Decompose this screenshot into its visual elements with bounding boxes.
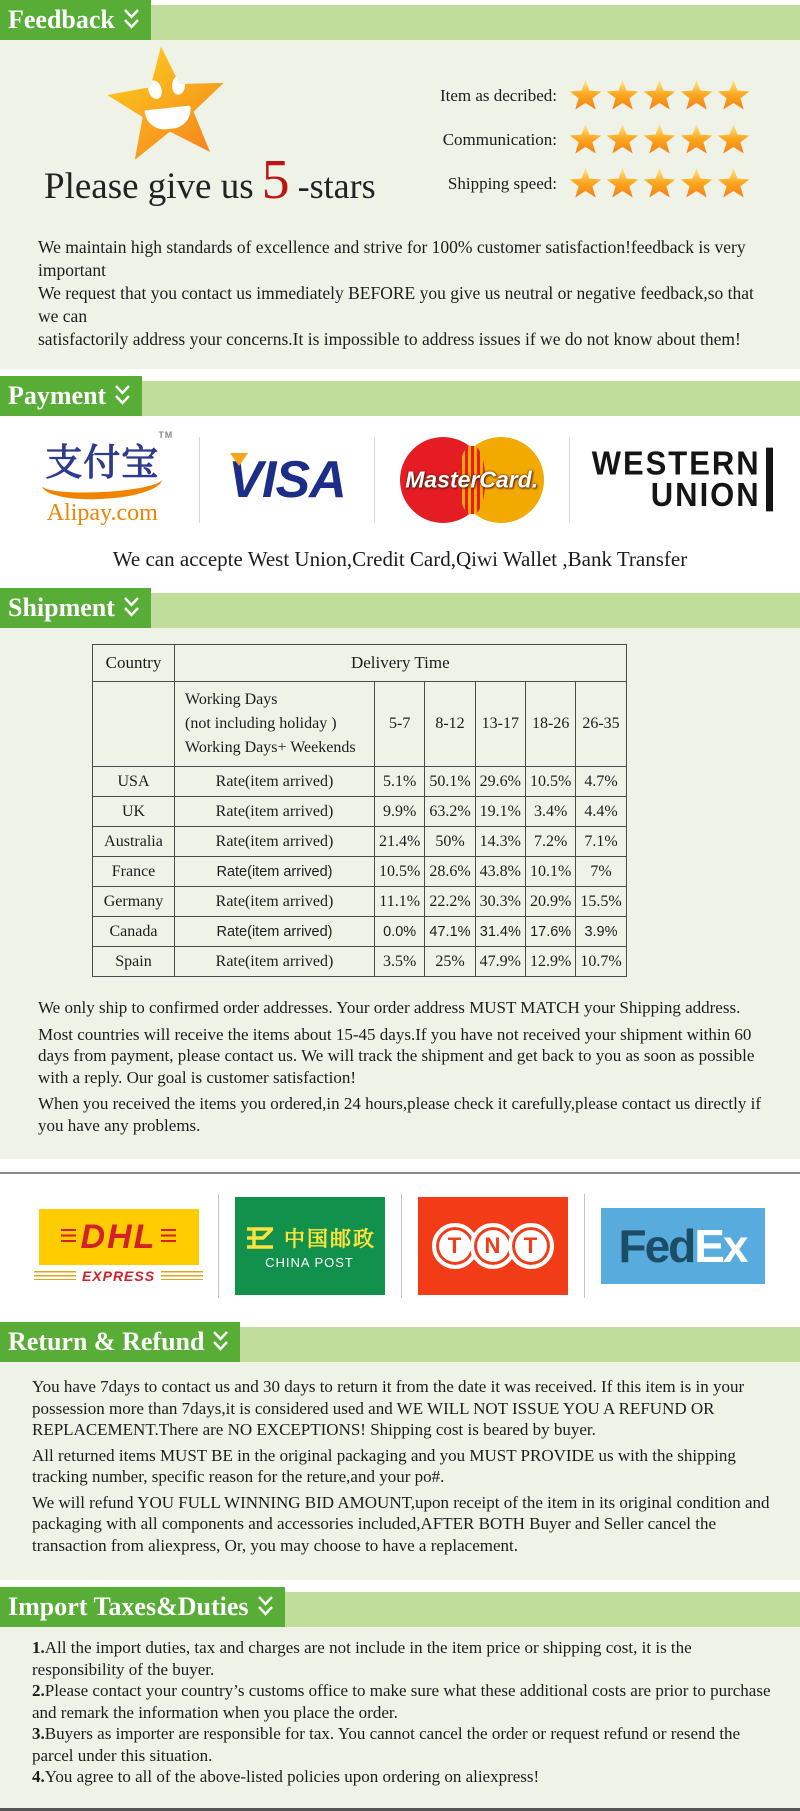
country-cell: USA <box>93 767 175 797</box>
star-icon <box>643 80 676 111</box>
feedback-header-label <box>0 0 151 40</box>
table-header-row <box>93 645 627 682</box>
rate-value: 50.1% <box>425 767 475 797</box>
rate-value: 31.4% <box>475 917 525 947</box>
fedex-fed-text: Fed <box>618 1220 695 1272</box>
star-eye-left <box>146 79 164 101</box>
rate-value: 63.2% <box>425 797 475 827</box>
rating-label: Communication: <box>442 129 557 149</box>
table-row-uk <box>93 797 627 827</box>
rate-label-cell: Rate(item arrived) <box>175 917 375 947</box>
tax-list-item: 2.Please contact your country’s customs office to make sure what these additional costs are prior to purchase and remark the information when you place the order. <box>32 1681 771 1722</box>
rate-label-cell: Rate(item arrived) <box>175 797 375 827</box>
star-icon <box>643 168 676 199</box>
return-policy-text <box>0 1362 800 1580</box>
return-refund-header-text: Return & Refund <box>8 1327 205 1356</box>
table-row-france <box>93 857 627 887</box>
feedback-paragraph <box>0 222 800 369</box>
rate-value: 43.8% <box>475 857 525 887</box>
delivery-time-header: Delivery Time <box>175 645 627 682</box>
double-chevron-down-icon <box>122 8 141 32</box>
western-union-logo <box>591 444 773 515</box>
shipment-section <box>0 628 800 1159</box>
country-cell: Canada <box>93 917 175 947</box>
range-header: 18-26 <box>525 682 575 767</box>
vertical-divider <box>199 437 200 523</box>
rate-value: 12.9% <box>525 947 575 977</box>
visa-logo: VISA <box>228 450 346 509</box>
dhl-gold-lines-icon <box>34 1271 76 1280</box>
mastercard-wordmark: MasterCard. <box>405 466 539 492</box>
vertical-divider <box>218 1194 219 1298</box>
tax-list-item: 3.Buyers as importer are responsible for tax. You cannot cancel the order or request refund or resend the parcel under this situation. <box>32 1724 741 1765</box>
rate-value: 3.5% <box>375 947 425 977</box>
rate-value: 10.5% <box>525 767 575 797</box>
trademark-mark: TM <box>158 430 174 440</box>
western-union-line1: WESTERN <box>591 444 761 483</box>
rate-label-cell: Rate(item arrived) <box>175 857 375 887</box>
slogan-prefix: Please give us <box>44 166 254 207</box>
star-icon <box>680 124 713 155</box>
rating-rows <box>385 80 750 199</box>
rate-value: 14.3% <box>475 827 525 857</box>
rate-label-cell: Rate(item arrived) <box>175 767 375 797</box>
shipment-header-band <box>151 593 800 628</box>
country-column-header: Country <box>93 645 175 682</box>
rate-value: 9.9% <box>375 797 425 827</box>
return-policy-paragraph: We will refund YOU FULL WINNING BID AMOUNT,upon receipt of the item in its original condition and packaging with all components and accessories included,AFTER BOTH Buyer and Seller cancel the transaction from aliexpress, Or, you may choose to have a replacement. <box>32 1492 770 1555</box>
star-smile <box>145 106 193 132</box>
alipay-logo <box>27 432 177 527</box>
shipping-carriers-row <box>0 1172 800 1322</box>
star-icon <box>717 124 750 155</box>
rate-value: 22.2% <box>425 887 475 917</box>
star-icon <box>569 124 602 155</box>
rate-value: 10.7% <box>576 947 626 977</box>
empty-cell <box>93 682 175 767</box>
china-post-english-text: CHINA POST <box>265 1254 354 1270</box>
star-eye-right <box>171 75 185 95</box>
tax-list-item: 4.You agree to all of the above-listed policies upon ordering on aliexpress! <box>32 1767 540 1786</box>
dhl-express-text: EXPRESS <box>81 1267 156 1284</box>
star-icon <box>606 168 639 199</box>
china-post-emblem-icon <box>243 1223 277 1253</box>
country-cell: Spain <box>93 947 175 977</box>
payment-logos-row <box>0 416 800 537</box>
china-post-logo <box>235 1197 385 1295</box>
tnt-circle-letter: T <box>432 1223 478 1269</box>
vertical-divider <box>584 1194 585 1298</box>
rate-value: 7.2% <box>525 827 575 857</box>
table-row-canada <box>93 917 627 947</box>
feedback-header-band <box>151 5 800 40</box>
shipping-note: Most countries will receive the items about 15-45 days.If you have not received your shipment within 60 days from payment, please contact us. We will track the shipment and get back to you as soon as possible with a reply. Our goal is customer satisfaction! <box>38 1024 755 1087</box>
five-star-rating <box>569 168 750 199</box>
star-icon <box>643 124 676 155</box>
five-star-rating <box>569 80 750 111</box>
slogan-number: 5 <box>261 149 290 211</box>
vertical-divider <box>374 437 375 523</box>
shipment-section-header <box>0 588 800 628</box>
range-header: 5-7 <box>375 682 425 767</box>
tnt-logo <box>418 1197 568 1295</box>
double-chevron-down-icon <box>211 1330 230 1354</box>
return-policy-paragraph: You have 7days to contact us and 30 days to return it from the date it was received. If this item is in your possession more than 7days,it is considered used and WE WILL NOT ISSUE YOU A REFUND OR REPLACEMENT.There are NO EXCEPTIONS! Shipping cost is beared by buyer. <box>32 1377 745 1439</box>
tax-list-item: 1.All the import duties, tax and charges are not include in the item price or shipping cost, it is the responsibility of the buyer. <box>32 1638 692 1679</box>
rating-label: Item as decribed: <box>439 85 557 105</box>
rate-value: 0.0% <box>375 917 425 947</box>
payment-header-label <box>0 376 142 416</box>
rate-value: 28.6% <box>425 857 475 887</box>
rate-value: 50% <box>425 827 475 857</box>
double-chevron-down-icon <box>122 596 141 620</box>
rate-value: 7.1% <box>576 827 626 857</box>
return-refund-header-band <box>240 1327 800 1362</box>
fedex-logo <box>601 1208 765 1284</box>
tnt-circle-letter: T <box>508 1223 554 1269</box>
vertical-divider <box>401 1194 402 1298</box>
feedback-line: We request that you contact us immediately BEFORE you give us neutral or negative feedback,so that we can <box>38 283 754 326</box>
import-taxes-section-header <box>0 1587 800 1627</box>
rating-row-communication <box>385 124 750 155</box>
dhl-gold-lines-icon <box>161 1271 203 1280</box>
rate-value: 47.9% <box>475 947 525 977</box>
rate-value: 17.6% <box>525 917 575 947</box>
china-post-chinese-text: 中国邮政 <box>284 1227 376 1251</box>
delivery-time-table <box>92 644 627 977</box>
rate-value: 30.3% <box>475 887 525 917</box>
country-cell: UK <box>93 797 175 827</box>
rate-value: 15.5% <box>576 887 626 917</box>
feedback-line: We maintain high standards of excellence and strive for 100% customer satisfaction!feedback is very important <box>38 237 746 280</box>
rate-value: 29.6% <box>475 767 525 797</box>
rate-value: 47.1% <box>425 917 475 947</box>
alipay-domain-text: Alipay.com <box>46 500 158 526</box>
range-header: 13-17 <box>475 682 525 767</box>
dhl-speed-lines-icon <box>61 1229 76 1244</box>
import-taxes-header-text: Import Taxes&Duties <box>8 1592 249 1621</box>
table-row-spain <box>93 947 627 977</box>
return-refund-section-header <box>0 1322 800 1362</box>
import-taxes-header-band <box>285 1592 800 1627</box>
item-number: 2. <box>32 1681 45 1700</box>
visa-flick-icon <box>230 453 248 466</box>
table-row-usa <box>93 767 627 797</box>
star-icon <box>717 80 750 111</box>
shipping-note: When you received the items you ordered,in 24 hours,please check it carefully,please contact us directly if you have any problems. <box>38 1094 762 1135</box>
item-number: 3. <box>32 1724 45 1743</box>
star-icon <box>569 80 602 111</box>
five-star-slogan <box>44 149 376 211</box>
section-divider <box>0 1580 800 1587</box>
range-header: 26-35 <box>576 682 626 767</box>
star-icon <box>569 168 602 199</box>
rating-row-item-as-described <box>385 80 750 111</box>
tnt-circle-letter: N <box>470 1223 516 1269</box>
vertical-divider <box>569 437 570 523</box>
rate-value: 3.9% <box>576 917 626 947</box>
return-refund-header-label <box>0 1322 240 1362</box>
rate-value: 5.1% <box>375 767 425 797</box>
rate-value: 10.1% <box>525 857 575 887</box>
rate-value: 3.4% <box>525 797 575 827</box>
rate-label-cell: Rate(item arrived) <box>175 887 375 917</box>
working-days-cell: Working Days (not including holiday ) Working Days+ Weekends <box>175 682 375 767</box>
payment-header-text: Payment <box>8 381 107 410</box>
star-icon <box>680 168 713 199</box>
section-divider <box>0 369 800 376</box>
dhl-wordmark: DHL <box>80 1217 157 1256</box>
shipment-header-text: Shipment <box>8 593 115 622</box>
rating-label: Shipping speed: <box>447 173 557 193</box>
shipment-header-label <box>0 588 151 628</box>
table-row-australia <box>93 827 627 857</box>
star-icon <box>606 124 639 155</box>
mastercard-logo <box>397 434 547 526</box>
feedback-section-header <box>0 0 800 40</box>
double-chevron-down-icon <box>256 1595 275 1619</box>
star-icon <box>680 80 713 111</box>
rate-value: 4.4% <box>576 797 626 827</box>
feedback-hero <box>0 40 800 222</box>
dhl-logo <box>36 1209 202 1284</box>
rate-value: 19.1% <box>475 797 525 827</box>
smiley-star-icon <box>106 46 228 162</box>
fedex-ex-text: Ex <box>694 1220 747 1272</box>
shipping-notes <box>0 993 800 1159</box>
alipay-chinese-text: 支付宝 TM <box>45 430 174 483</box>
five-star-rating <box>569 124 750 155</box>
dhl-speed-lines-icon <box>161 1229 176 1244</box>
country-cell: Germany <box>93 887 175 917</box>
rate-value: 4.7% <box>576 767 626 797</box>
feedback-line: satisfactorily address your concerns.It is impossible to address issues if we do not know about them! <box>38 329 741 349</box>
return-policy-paragraph: All returned items MUST BE in the original packaging and you MUST PROVIDE us with the shipping tracking number, specific reason for the reture,and your po#. <box>32 1445 736 1486</box>
rate-label-cell: Rate(item arrived) <box>175 827 375 857</box>
rating-row-shipping-speed <box>385 168 750 199</box>
item-number: 1. <box>32 1638 45 1657</box>
rate-value: 20.9% <box>525 887 575 917</box>
western-union-line2: UNION <box>650 476 761 515</box>
payment-header-band <box>142 381 800 416</box>
slogan-suffix: -stars <box>297 166 376 206</box>
star-icon <box>606 80 639 111</box>
feedback-header-text: Feedback <box>8 5 115 34</box>
import-taxes-list <box>0 1627 800 1808</box>
table-row-germany <box>93 887 627 917</box>
star-icon <box>717 168 750 199</box>
country-cell: Australia <box>93 827 175 857</box>
accepted-payments-note: We can accepte West Union,Credit Card,Qiwi Wallet ,Bank Transfer <box>0 537 800 588</box>
rate-value: 21.4% <box>375 827 425 857</box>
item-number: 4. <box>32 1767 45 1786</box>
import-taxes-header-label <box>0 1587 285 1627</box>
rate-value: 10.5% <box>375 857 425 887</box>
rate-label-cell: Rate(item arrived) <box>175 947 375 977</box>
shipping-note: We only ship to confirmed order addresses. Your order address MUST MATCH your Shipping address. <box>38 998 741 1017</box>
rate-value: 11.1% <box>375 887 425 917</box>
double-chevron-down-icon <box>113 384 132 408</box>
payment-section-header <box>0 376 800 416</box>
range-header: 8-12 <box>425 682 475 767</box>
rate-value: 7% <box>576 857 626 887</box>
working-days-row <box>93 682 627 767</box>
country-cell: France <box>93 857 175 887</box>
rate-value: 25% <box>425 947 475 977</box>
